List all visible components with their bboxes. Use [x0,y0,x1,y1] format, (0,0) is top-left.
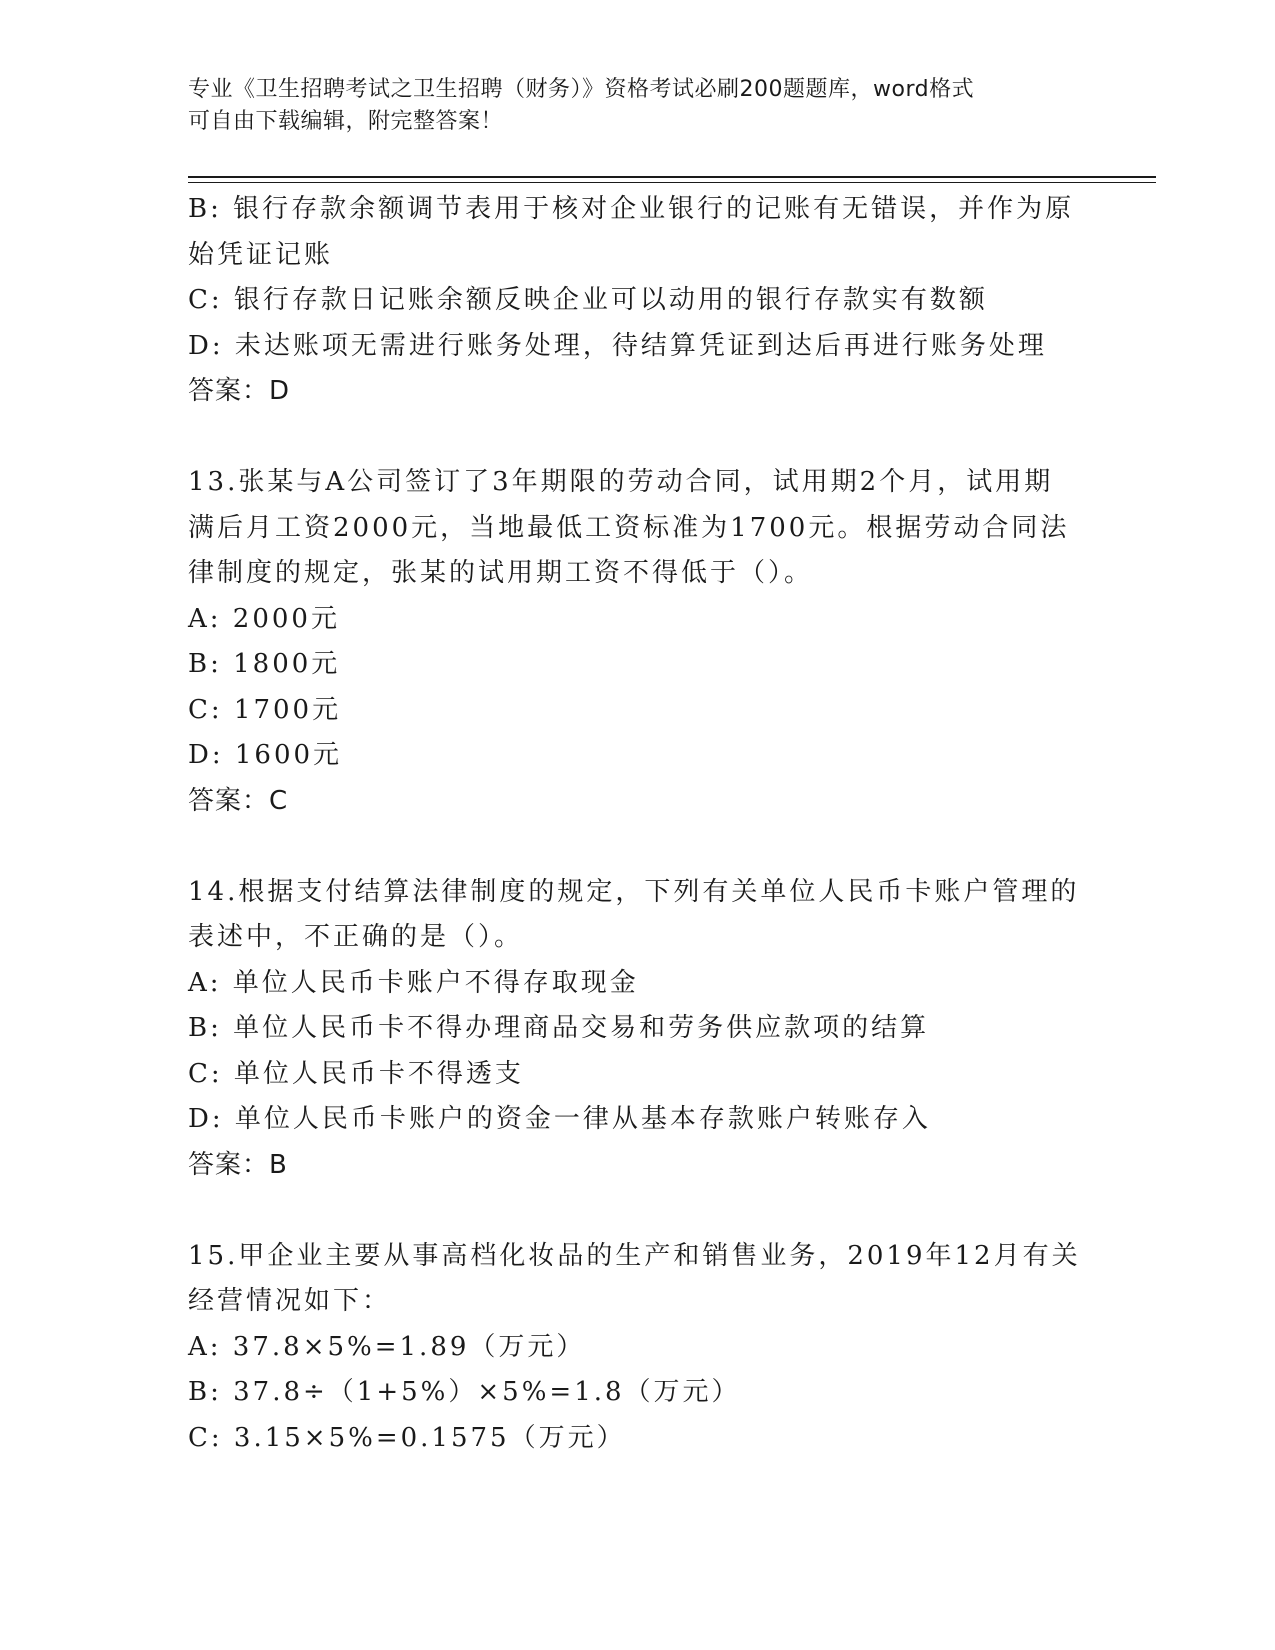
option-a: A: 2000元 [188,603,340,634]
question-text-line-1: 13.张某与A公司签订了3年期限的劳动合同，试用期2个月，试用期 [188,467,1054,497]
option-c: C: 单位人民币卡不得透支 [188,1058,524,1089]
question-text-line-3: 律制度的规定，张某的试用期工资不得低于（）。 [188,558,814,588]
option-b-line-2: 始凭证记账 [188,239,334,270]
question-12-continued [188,187,1088,415]
question-13 [188,460,1088,824]
option-d: D: 1600元 [188,740,343,770]
option-c: C: 银行存款日记账余额反映企业可以动用的银行存款实有数额 [188,285,988,315]
question-15 [188,1234,1088,1462]
question-text-line-1: 15.甲企业主要从事高档化妆品的生产和销售业务，2019年12月有关 [188,1240,1081,1271]
question-14 [188,870,1088,1189]
option-b: B: 单位人民币卡不得办理商品交易和劳务供应款项的结算 [188,1013,930,1043]
option-a: A: 37.8×5%=1.89（万元） [188,1331,586,1362]
answer: 答案：D [188,376,291,406]
answer: 答案：C [188,785,289,816]
header-title-line-1: 专业《卫生招聘考试之卫生招聘（财务）》资格考试必刷200题题库，word格式 [188,77,975,102]
spacer [188,415,1088,461]
header-divider-thick [188,176,1156,178]
header-title-line-2: 可自由下载编辑，附完整答案！ [188,109,504,134]
question-text-line-2: 表述中，不正确的是（）。 [188,922,524,952]
question-text-line-1: 14.根据支付结算法律制度的规定，下列有关单位人民币卡账户管理的 [188,876,1080,907]
document-header [188,74,1088,138]
option-b: B: 37.8÷（1+5%）×5%=1.8（万元） [188,1377,741,1407]
option-b-line-1: B: 银行存款余额调节表用于核对企业银行的记账有无错误，并作为原 [188,194,1075,224]
spacer [188,1188,1088,1234]
spacer [188,824,1088,870]
option-b: B: 1800元 [188,649,341,679]
option-c: C: 3.15×5%=0.1575（万元） [188,1422,626,1453]
document-body [188,187,1088,1461]
answer: 答案：B [188,1149,288,1180]
option-c: C: 1700元 [188,694,342,725]
option-d: D: 未达账项无需进行账务处理，待结算凭证到达后再进行账务处理 [188,330,1047,361]
question-text-line-2: 满后月工资2000元，当地最低工资标准为1700元。根据劳动合同法 [188,512,1070,543]
option-d: D: 单位人民币卡账户的资金一律从基本存款账户转账存入 [188,1104,931,1134]
option-a: A: 单位人民币卡账户不得存取现金 [188,967,639,998]
question-text-line-2: 经营情况如下： [188,1286,392,1316]
header-divider-thin [188,182,1156,183]
